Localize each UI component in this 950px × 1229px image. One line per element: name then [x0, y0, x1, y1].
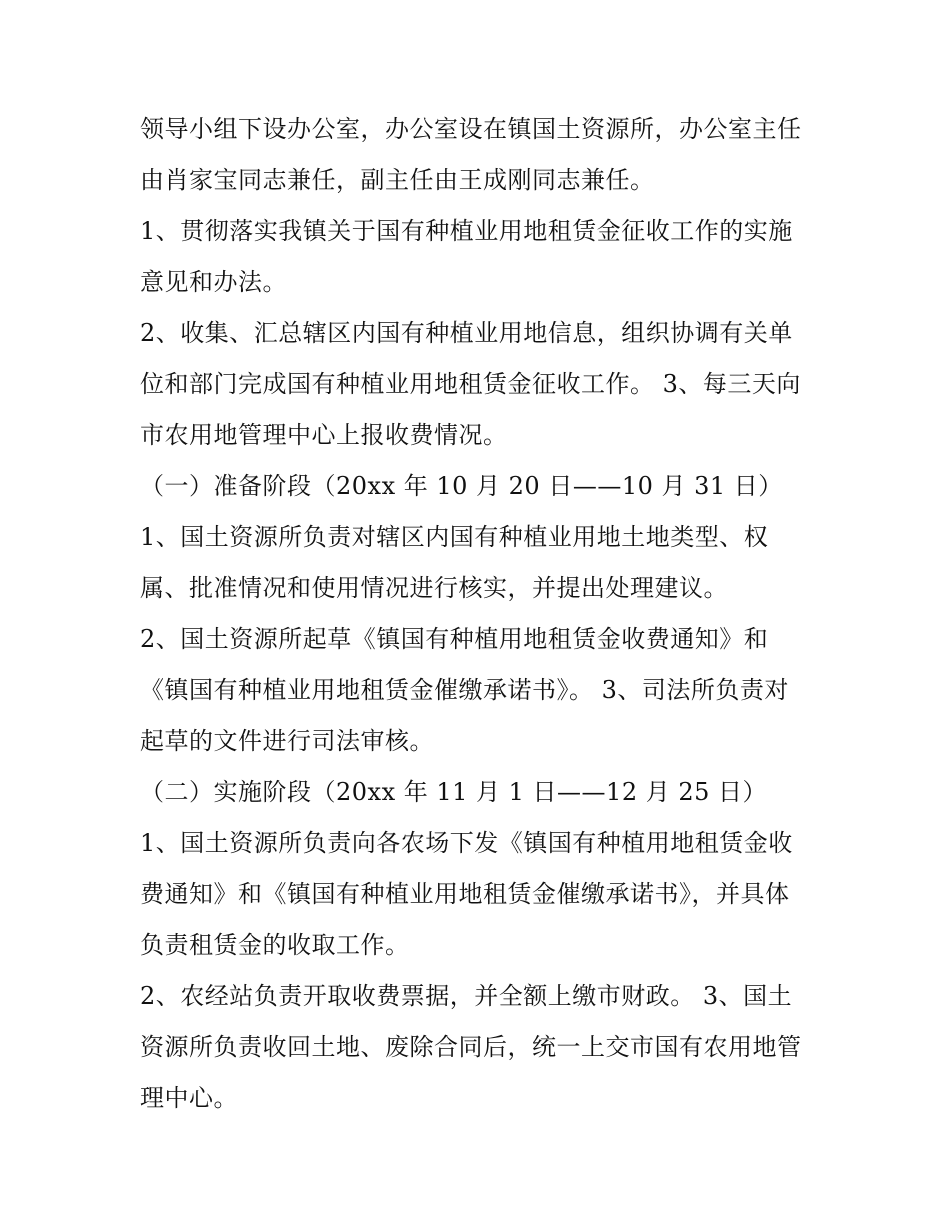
text-line: 理中心。	[140, 1084, 238, 1112]
section-heading: （一）准备阶段（20xx 年 10 月 20 日——10 月 31 日）	[140, 472, 783, 500]
text-line: 1、贯彻落实我镇关于国有种植业用地租赁金征收工作的实施	[140, 217, 793, 245]
text-line: 1、国土资源所负责向各农场下发《镇国有种植用地租赁金收	[140, 829, 793, 857]
section-heading: （二）实施阶段（20xx 年 11 月 1 日——12 月 25 日）	[140, 778, 768, 806]
text-line: 费通知》和《镇国有种植业用地租赁金催缴承诺书》，并具体	[140, 880, 790, 908]
document-body	[140, 104, 820, 1124]
text-line: 2、国土资源所起草《镇国有种植用地租赁金收费通知》和	[140, 625, 769, 653]
text-line: 负责租赁金的收取工作。	[140, 931, 410, 959]
text-line: 市农用地管理中心上报收费情况。	[140, 421, 508, 449]
text-line: 2、农经站负责开取收费票据，并全额上缴市财政。 3、国土	[140, 982, 793, 1010]
text-line: 1、国土资源所负责对辖区内国有种植业用地土地类型、权	[140, 523, 769, 551]
text-line: 属、批准情况和使用情况进行核实，并提出处理建议。	[140, 574, 728, 602]
text-line: 起草的文件进行司法审核。	[140, 727, 434, 755]
text-line: 《镇国有种植业用地租赁金催缴承诺书》。 3、司法所负责对	[140, 676, 789, 704]
text-line: 资源所负责收回土地、废除合同后，统一上交市国有农用地管	[140, 1033, 802, 1061]
text-line: 由肖家宝同志兼任，副主任由王成刚同志兼任。	[140, 166, 655, 194]
text-line: 位和部门完成国有种植业用地租赁金征收工作。 3、每三天向	[140, 370, 801, 398]
text-line: 领导小组下设办公室，办公室设在镇国土资源所，办公室主任	[140, 115, 802, 143]
text-line: 意见和办法。	[140, 268, 287, 296]
text-line: 2、收集、汇总辖区内国有种植业用地信息，组织协调有关单	[140, 319, 793, 347]
